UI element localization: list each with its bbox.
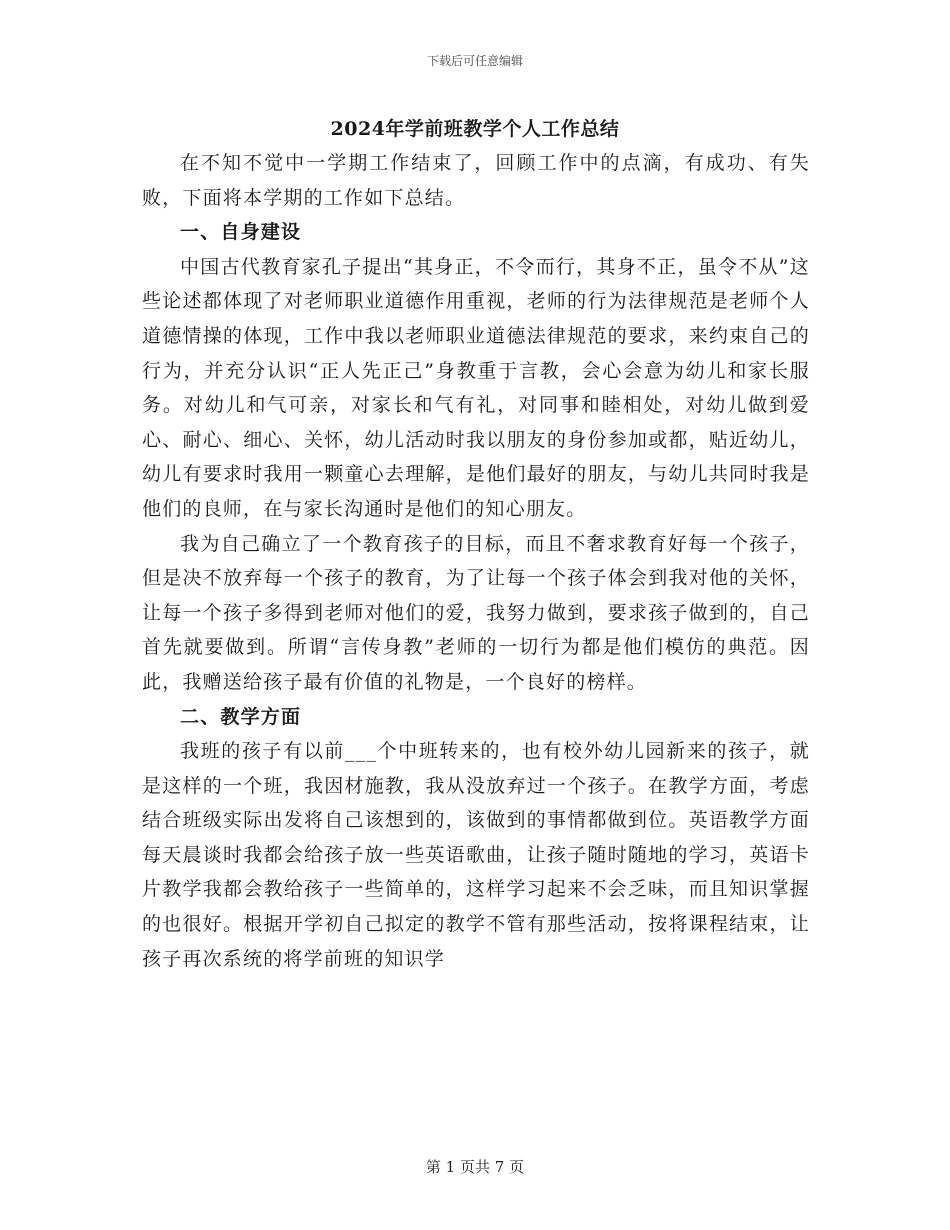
section-heading: 二、教学方面 <box>180 705 302 728</box>
section-heading: 一、自身建设 <box>180 221 302 244</box>
body-paragraph: 我为自己确立了一个教育孩子的目标，而且不奢求教育好每一个孩子，但是决不放弃每一个孩子的教育，为了让每一个孩子体会到我对他的关怀，让每一个孩子多得到老师对他们的爱，我努力做到，要求孩子做到的，自己首先就要做到。所谓“言传身教”老师的一切行为都是他们模仿的典范。因此，我赠送给孩子最有价值的礼物是，一个良好的榜样。 <box>142 532 810 693</box>
intro-paragraph: 在不知不觉中一学期工作结束了，回顾工作中的点滴，有成功、有失败，下面将本学期的工作如下总结。 <box>142 152 810 209</box>
document-body <box>142 146 810 976</box>
document-title: 2024年学前班教学个人工作总结 <box>330 118 620 140</box>
page-footer: 第 1 页共 7 页 <box>425 1158 525 1176</box>
body-paragraph: 中国古代教育家孔子提出“其身正，不令而行，其身不正，虽令不从”这些论述都体现了对老师职业道德作用重视，老师的行为法律规范是老师个人道德情操的体现，工作中我以老师职业道德法律规范的要求，来约束自己的行为，并充分认识“正人先正己”身教重于言教，会心会意为幼儿和家长服务。对幼儿和气可亲，对家长和气有礼，对同事和睦相处，对幼儿做到爱心、耐心、细心、关怀，幼儿活动时我以朋友的身份参加或都，贴近幼儿，幼儿有要求时我用一颗童心去理解，是他们最好的朋友，与幼儿共同时我是他们的良师，在与家长沟通时是他们的知心朋友。 <box>142 255 810 520</box>
body-paragraph: 我班的孩子有以前___个中班转来的，也有校外幼儿园新来的孩子，就是这样的一个班，我因材施教，我从没放弃过一个孩子。在教学方面，考虑结合班级实际出发将自己该想到的，该做到的事情都做到位。英语教学方面每天晨谈时我都会给孩子放一些英语歌曲，让孩子随时随地的学习，英语卡片教学我都会教给孩子一些简单的，这样学习起来不会乏味，而且知识掌握的也很好。根据开学初自己拟定的教学不管有那些活动，按将课程结束，让孩子再次系统的将学前班的知识学 <box>142 740 810 970</box>
header-note: 下载后可任意编辑 <box>426 54 523 68</box>
